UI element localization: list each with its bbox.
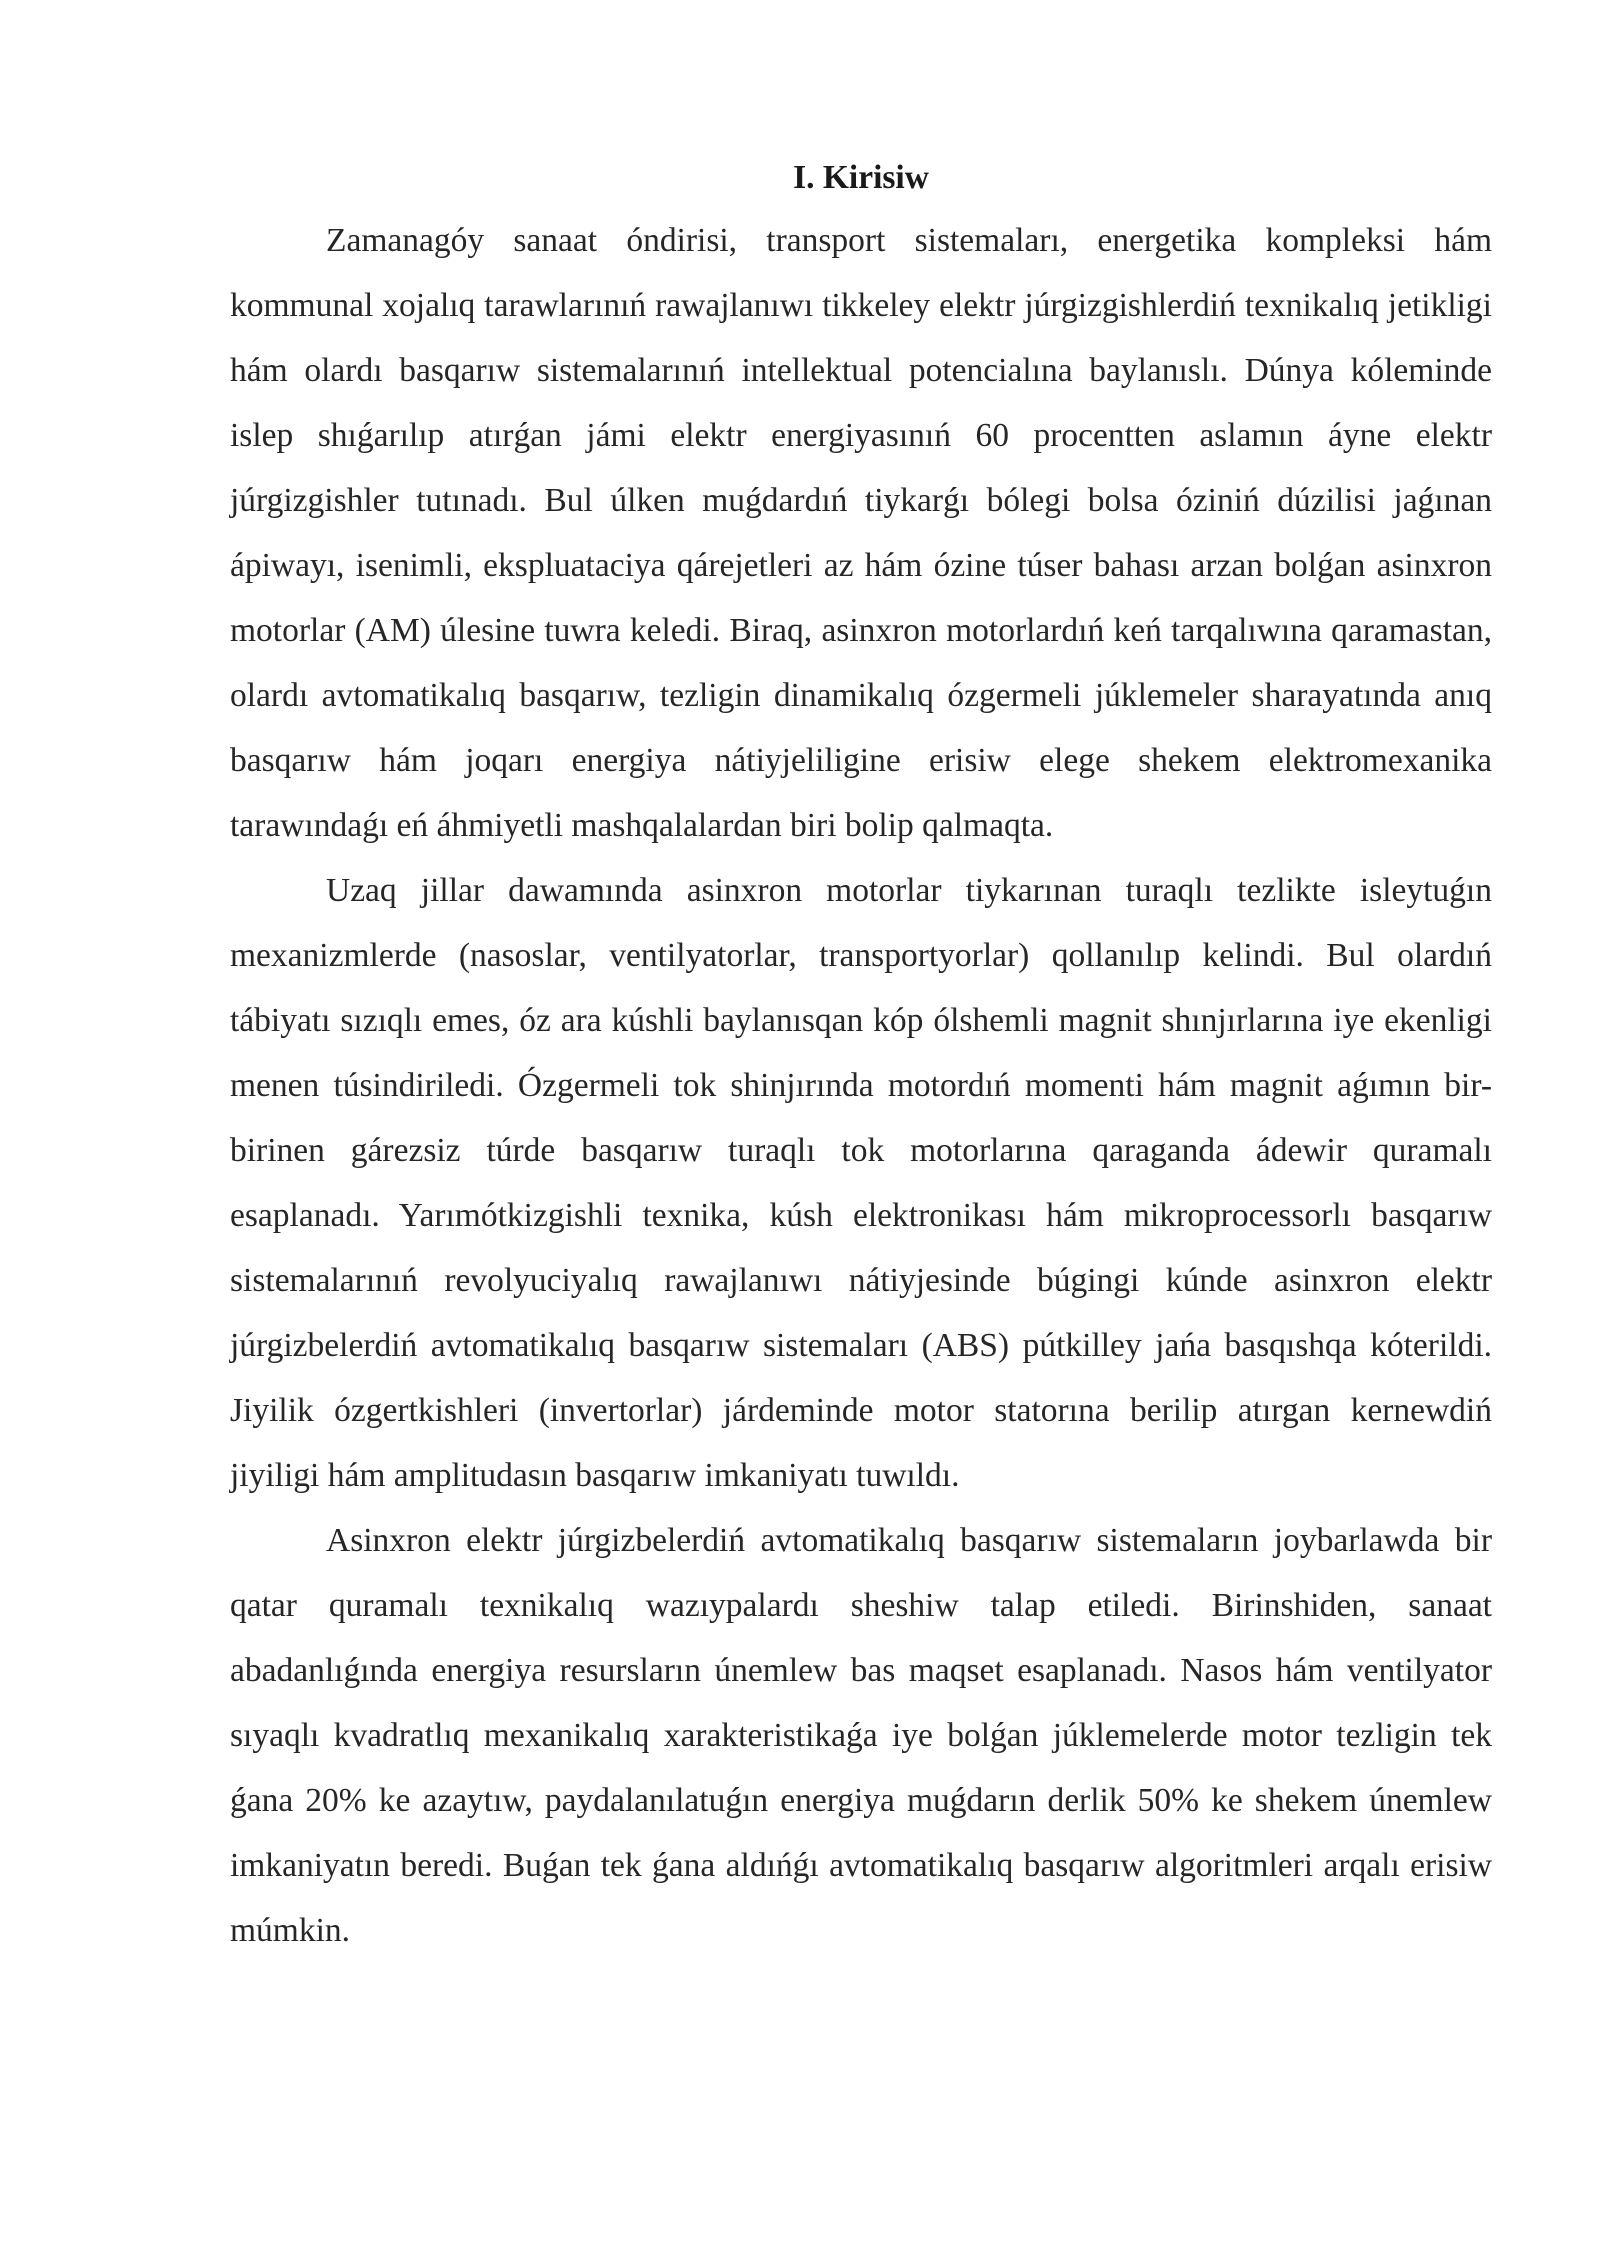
paragraph-1: Zamanagóy sanaat óndirisi, transport sistemaları, energetika kompleksi hám kommunal xojalıq tarawlarınıń rawajlanıwı tikkeley elektr júrgizgishlerdiń texnikalıq jetikligi hám olardı basqarıw sistemalarınıń intellektual potencialına baylanıslı. Dúnya kóleminde islep shıǵarılıp atırǵan jámi elektr energiyasınıń 60 procentten aslamın áyne elektr júrgizgishler tutınadı. Bul úlken muǵdardıń tiykarǵı bólegi bolsa óziniń dúzilisi jaǵınan ápiwayı, isenimli, ekspluataciya qárejetleri az hám ózine túser bahası arzan bolǵan asinxron motorlar (AM) úlesine tuwra keledi. Biraq, asinxron motorlardıń keń tarqalıwına qaramastan, olardı avtomatikalıq basqarıw, tezligin dinamikalıq ózgermeli júklemeler sharayatında anıq basqarıw hám joqarı energiya nátiyjeliligine erisiw elege shekem elektromexanika tarawındaǵı eń áhmiyetli mashqalalardan biri bolip qalmaqta. — [230, 222, 1492, 844]
document-body — [230, 148, 1492, 1963]
section-heading: I. Kirisiw — [793, 159, 929, 196]
paragraph-2: Uzaq jillar dawamında asinxron motorlar tiykarınan turaqlı tezlikte isleytuǵın mexanizmlerde (nasoslar, ventilyatorlar, transportyorlar) qollanılıp kelindi. Bul olardıń tábiyatı sızıqlı emes, óz ara kúshli baylanısqan kóp ólshemli magnit shınjırlarına iye ekenligi menen túsindiriledi. Ózgermeli tok shinjırında motordıń momenti hám magnit aǵımın bir-birinen gárezsiz túrde basqarıw turaqlı tok motorlarına qaraganda ádewir quramalı esaplanadı. Yarımótkizgishli texnika, kúsh elektronikası hám mikroprocessorlı basqarıw sistemalarınıń revolyuciyalıq rawajlanıwı nátiyjesinde búgingi kúnde asinxron elektr júrgizbelerdiń avtomatikalıq basqarıw sistemaları (ABS) pútkilley jańa basqıshqa kóterildi. Jiyilik ózgertkishleri (invertorlar) járdeminde motor statorına berilip atırgan kernewdiń jiyiligi hám amplitudasın basqarıw imkaniyatı tuwıldı. — [230, 872, 1492, 1494]
paragraph-3: Asinxron elektr júrgizbelerdiń avtomatikalıq basqarıw sistemaların joybarlawda bir qatar quramalı texnikalıq wazıypalardı sheshiw talap etiledi. Birinshiden, sanaat abadanlıǵında energiya resursların únemlew bas maqset esaplanadı. Nasos hám ventilyator sıyaqlı kvadratlıq mexanikalıq xarakteristikaǵa iye bolǵan júklemelerde motor tezligin tek ǵana 20% ke azaytıw, paydalanılatuǵın energiya muǵdarın derlik 50% ke shekem únemlew imkaniyatın beredi. Buǵan tek ǵana aldıńǵı avtomatikalıq basqarıw algoritmleri arqalı erisiw múmkin. — [230, 1522, 1492, 1949]
